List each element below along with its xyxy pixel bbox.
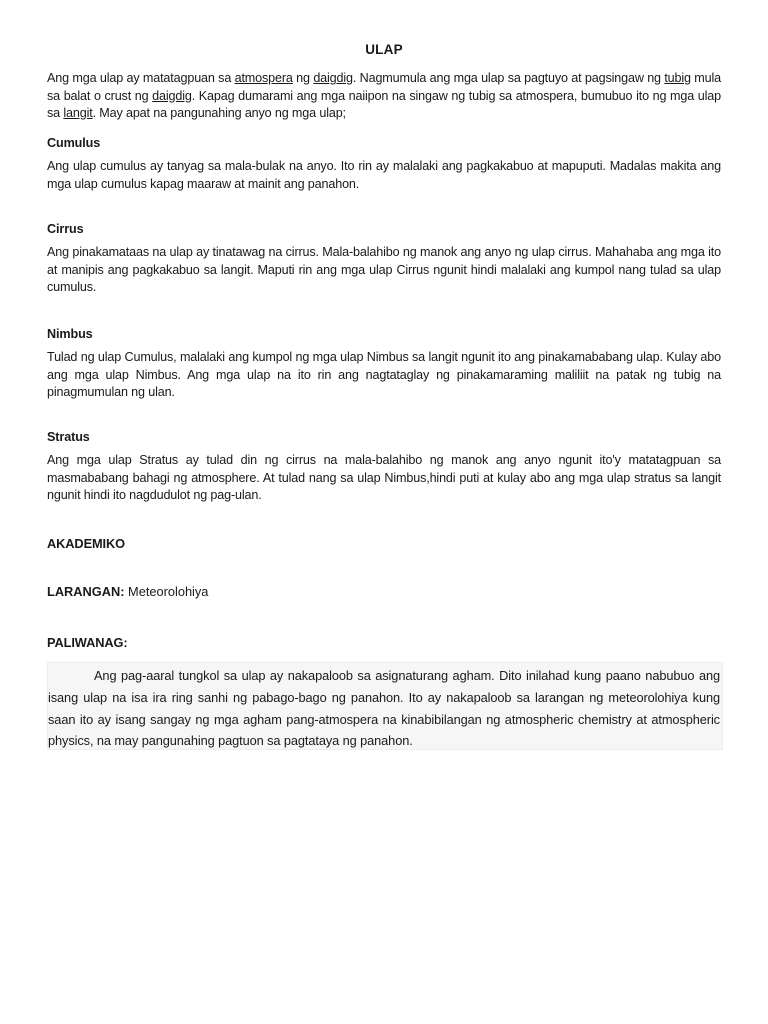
cumulus-text: Ang ulap cumulus ay tanyag sa mala-bulak na anyo. Ito rin ay malalaki ang pagkakabuo at mapuputi. Madalas makita ang mga ulap cumulus kapag maaraw at mainit ang panahon. — [47, 159, 721, 191]
akademiko-heading: AKADEMIKO — [47, 536, 126, 551]
cirrus-heading: Cirrus — [47, 222, 84, 236]
intro-text-1: Ang mga ulap ay matatagpuan sa — [47, 71, 235, 85]
intro-text-2: ng — [292, 71, 314, 85]
cirrus-text: Ang pinakamataas na ulap ay tinatawag na cirrus. Mala-balahibo ng manok ang anyo ng ulap cirrus. Mahahaba ang mga ito at manipis ang pagkakabuo sa langit. Maputi rin ang mga ulap Cirrus ngunit hindi malalaki ang kumpol nang tulad sa ulap cumulus. — [47, 245, 721, 294]
document-title: ULAP — [365, 42, 403, 57]
stratus-heading: Stratus — [47, 430, 90, 444]
larangan-value: Meteorolohiya — [124, 584, 209, 599]
cumulus-heading: Cumulus — [47, 136, 101, 150]
tubig-link[interactable]: tubig — [664, 71, 691, 85]
larangan-label: LARANGAN: — [47, 584, 125, 599]
nimbus-text: Tulad ng ulap Cumulus, malalaki ang kumpol ng mga ulap Nimbus sa langit ngunit ito ang pinakamababang ulap. Kulay abo ang mga ulap Nimbus. Ang mga ulap na ito rin ang nagtataglay ng pinakamaraming maliliit na patak ng tubig na pinagmumulan ng ulan. — [47, 350, 721, 399]
stratus-text: Ang mga ulap Stratus ay tulad din ng cirrus na mala-balahibo ng manok ang anyo ngunit ito'y matatagpuan sa masmababang bahagi ng atmosphere. At tulad nang sa ulap Nimbus,hindi puti at kulay abo ang mga ulap stratus sa langit ngunit hindi ito nagdudulot ng pag-ulan. — [47, 453, 721, 502]
paliwanag-label: PALIWANAG: — [47, 635, 128, 650]
intro-paragraph — [47, 70, 721, 123]
paliwanag-box — [47, 662, 723, 750]
daigdig-link-2[interactable]: daigdig — [152, 88, 192, 103]
larangan-line — [47, 584, 721, 599]
intro-text-6: . May apat na pangunahing anyo ng mga ulap; — [92, 106, 346, 120]
intro-text-5: . Kapag dumarami ang mga naiipon na singaw ng tubig sa atmospera, bumubuo ito ng mga ulap sa — [47, 88, 721, 120]
nimbus-heading: Nimbus — [47, 327, 93, 341]
paliwanag-text: Ang pag-aaral tungkol sa ulap ay nakapaloob sa asignaturang agham. Dito inilahad kung paano nabubuo ang isang ulap na isa ira ring sanhi ng pabago-bago ng panahon. Ito ay nakapaloob sa larangan ng meteorolohiya kung saan ito ay isang sangay ng mga agham pang-atmospera na kinabibilangan ng atmospheric chemistry at atmospheric physics, na may pangunahing pagtuon sa pagtataya ng panahon. — [48, 668, 720, 749]
intro-text-4: mula sa balat o crust ng — [47, 71, 722, 103]
intro-text-3: . Nagmumula ang mga ulap sa pagtuyo at pagsingaw ng — [352, 71, 665, 85]
daigdig-link[interactable]: daigdig — [313, 71, 353, 85]
langit-link[interactable]: langit — [63, 106, 93, 120]
atmospera-link[interactable]: atmospera — [234, 71, 293, 85]
